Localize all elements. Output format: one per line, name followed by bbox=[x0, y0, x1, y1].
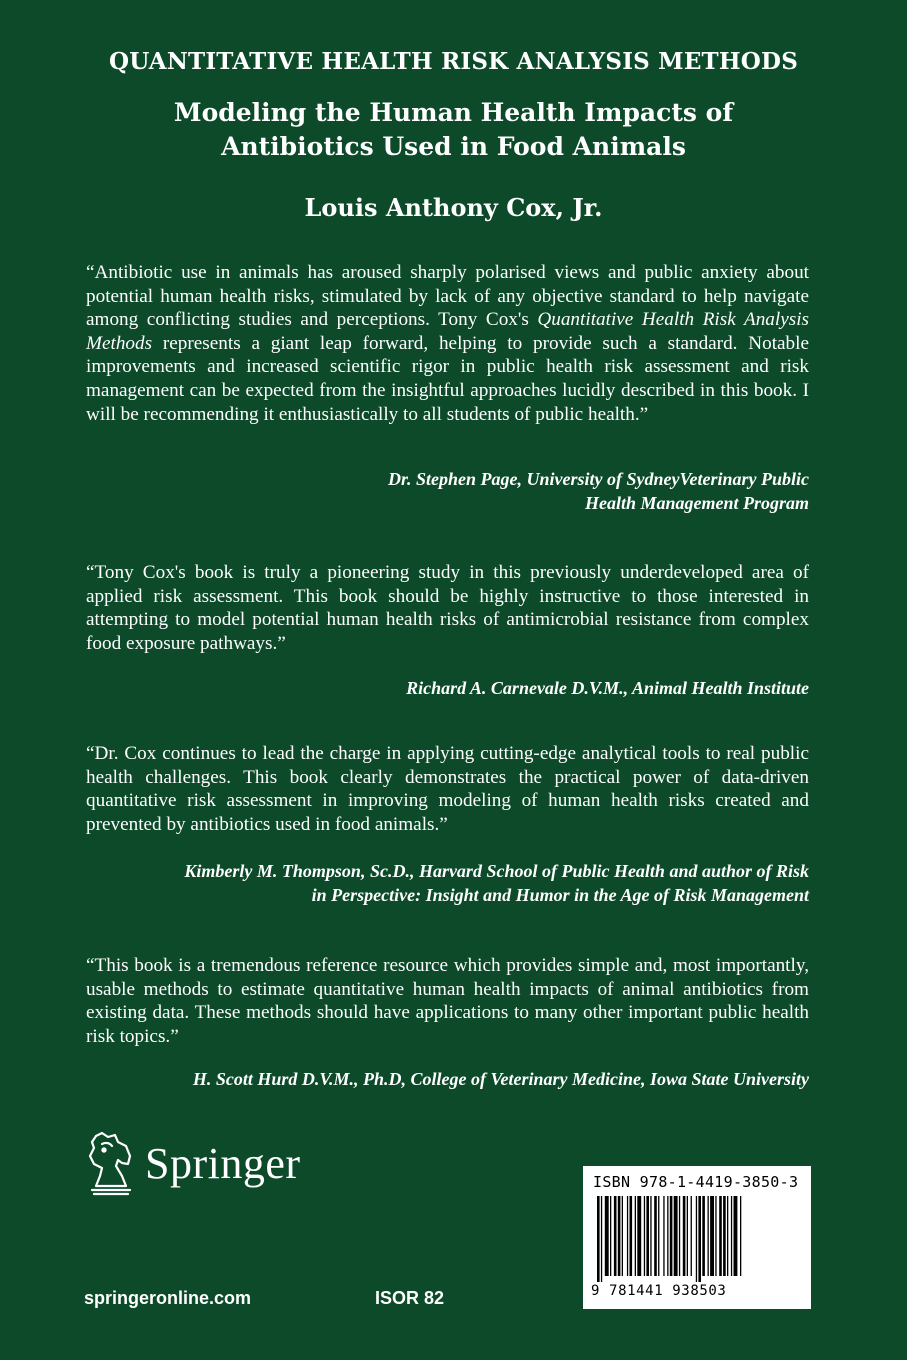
barcode-bar bbox=[710, 1196, 714, 1276]
barcode-bar bbox=[687, 1196, 688, 1276]
barcode-bar bbox=[696, 1196, 697, 1282]
barcode-bar bbox=[708, 1196, 709, 1276]
quote-4-attribution-line-1: H. Scott Hurd D.V.M., Ph.D, College of Veterinary Medicine, Iowa State University bbox=[192, 1069, 809, 1089]
quote-1-book-title: Quantitative Health Risk Analysis Methods bbox=[86, 309, 809, 354]
publisher-name: Springer bbox=[145, 1139, 301, 1188]
barcode-bar bbox=[667, 1196, 668, 1276]
barcode-bar bbox=[740, 1196, 741, 1276]
isbn-barcode bbox=[583, 1166, 811, 1309]
barcode-bar bbox=[654, 1196, 657, 1276]
barcode-bar bbox=[683, 1196, 686, 1276]
barcode-bar bbox=[644, 1196, 645, 1276]
barcode-bar bbox=[679, 1196, 680, 1276]
barcode-bar bbox=[637, 1196, 641, 1276]
author-name: Louis Anthony Cox, Jr. bbox=[304, 193, 603, 222]
barcode-bar bbox=[691, 1196, 692, 1276]
publisher-website: springeronline.com bbox=[84, 1288, 252, 1308]
quote-2-attribution bbox=[86, 676, 809, 700]
quote-4-attribution bbox=[86, 1067, 809, 1091]
springer-horse-icon bbox=[82, 1130, 142, 1200]
quote-1 bbox=[86, 261, 809, 426]
series-title: QUANTITATIVE HEALTH RISK ANALYSIS METHODS bbox=[108, 48, 798, 75]
barcode-bars bbox=[597, 1196, 797, 1282]
subtitle-line-1: Modeling the Human Health Impacts of bbox=[173, 98, 734, 127]
barcode-bar bbox=[618, 1196, 621, 1276]
barcode-bar bbox=[698, 1196, 701, 1282]
quote-3-attribution-line-1: Kimberly M. Thompson, Sc.D., Harvard School of Public Health and author of Risk bbox=[184, 861, 809, 881]
quote-1-attribution bbox=[86, 467, 809, 515]
quote-1-attribution-line-1: Dr. Stephen Page, University of SydneyVeterinary Public bbox=[388, 469, 809, 489]
isbn-label: ISBN 978-1-4419-3850-3 bbox=[593, 1173, 799, 1191]
barcode-bar bbox=[731, 1196, 732, 1276]
barcode-bar bbox=[658, 1196, 659, 1276]
quote-1-text-a: “Antibiotic use in animals has aroused sharply polarised views and public anxiety about potential human health risks, stimulated by lack of any objective standard to help navigate among conflicting studies and perceptions. Tony Cox's bbox=[86, 262, 809, 331]
barcode-bar bbox=[715, 1196, 716, 1276]
barcode-bar bbox=[630, 1196, 633, 1276]
barcode-bar bbox=[622, 1196, 623, 1276]
barcode-bar bbox=[646, 1196, 649, 1276]
barcode-bar bbox=[614, 1196, 617, 1276]
barcode-bar bbox=[674, 1196, 678, 1276]
barcode-bar bbox=[601, 1196, 602, 1282]
barcode-digits: 9 781441 938503 bbox=[591, 1283, 727, 1299]
barcode-bar bbox=[727, 1196, 728, 1276]
barcode-bar bbox=[610, 1196, 611, 1276]
quote-3-attribution bbox=[86, 859, 809, 907]
quote-4: “This book is a tremendous reference resource which provides simple and, most importantly, usable methods to estimate quantitative human health impacts of animal antibiotics from existing data. These methods should have applications to many other important public health risk topics.” bbox=[86, 955, 809, 1047]
barcode-bar bbox=[719, 1196, 722, 1276]
quote-2-attribution-line-1: Richard A. Carnevale D.V.M., Animal Health Institute bbox=[406, 678, 809, 698]
subtitle-line-2: Antibiotics Used in Food Animals bbox=[221, 132, 686, 161]
barcode-bar bbox=[650, 1196, 651, 1276]
book-subtitle bbox=[150, 96, 757, 164]
barcode-bar bbox=[702, 1196, 705, 1276]
quote-2: “Tony Cox's book is truly a pioneering study in this previously underdeveloped area of applied risk assessment. This book should be highly instructive to those interested in attempting to model potential human health risks of antimicrobial resistance from complex food exposure pathways.” bbox=[86, 562, 809, 654]
series-code: ISOR 82 bbox=[375, 1288, 445, 1308]
barcode-bar bbox=[597, 1196, 600, 1282]
quote-1-attribution-line-2: Health Management Program bbox=[584, 493, 809, 513]
barcode-bar bbox=[723, 1196, 726, 1276]
barcode-bar bbox=[734, 1196, 738, 1276]
barcode-bar bbox=[605, 1196, 609, 1276]
barcode-bar bbox=[635, 1196, 636, 1276]
barcode-bar bbox=[670, 1196, 673, 1276]
barcode-bar bbox=[627, 1196, 628, 1276]
quote-3-attribution-line-2: in Perspective: Insight and Humor in the Age of Risk Management bbox=[311, 885, 809, 905]
quote-1-text-b: represents a giant leap forward, helping to provide such a standard. Notable improvements and increased scientific rigor in public health risk assessment and risk management can be expected from the insightful approaches lucidly described in this book. I will be recommending it enthusiastically to all students of public health.” bbox=[86, 332, 809, 425]
quote-3: “Dr. Cox continues to lead the charge in applying cutting-edge analytical tools to real public health challenges. This book clearly demonstrates the practical power of data-driven quantitative risk assessment in improving modeling of human health risks created and prevented by antibiotics used in food animals.” bbox=[86, 743, 809, 835]
barcode-bar bbox=[663, 1196, 664, 1276]
